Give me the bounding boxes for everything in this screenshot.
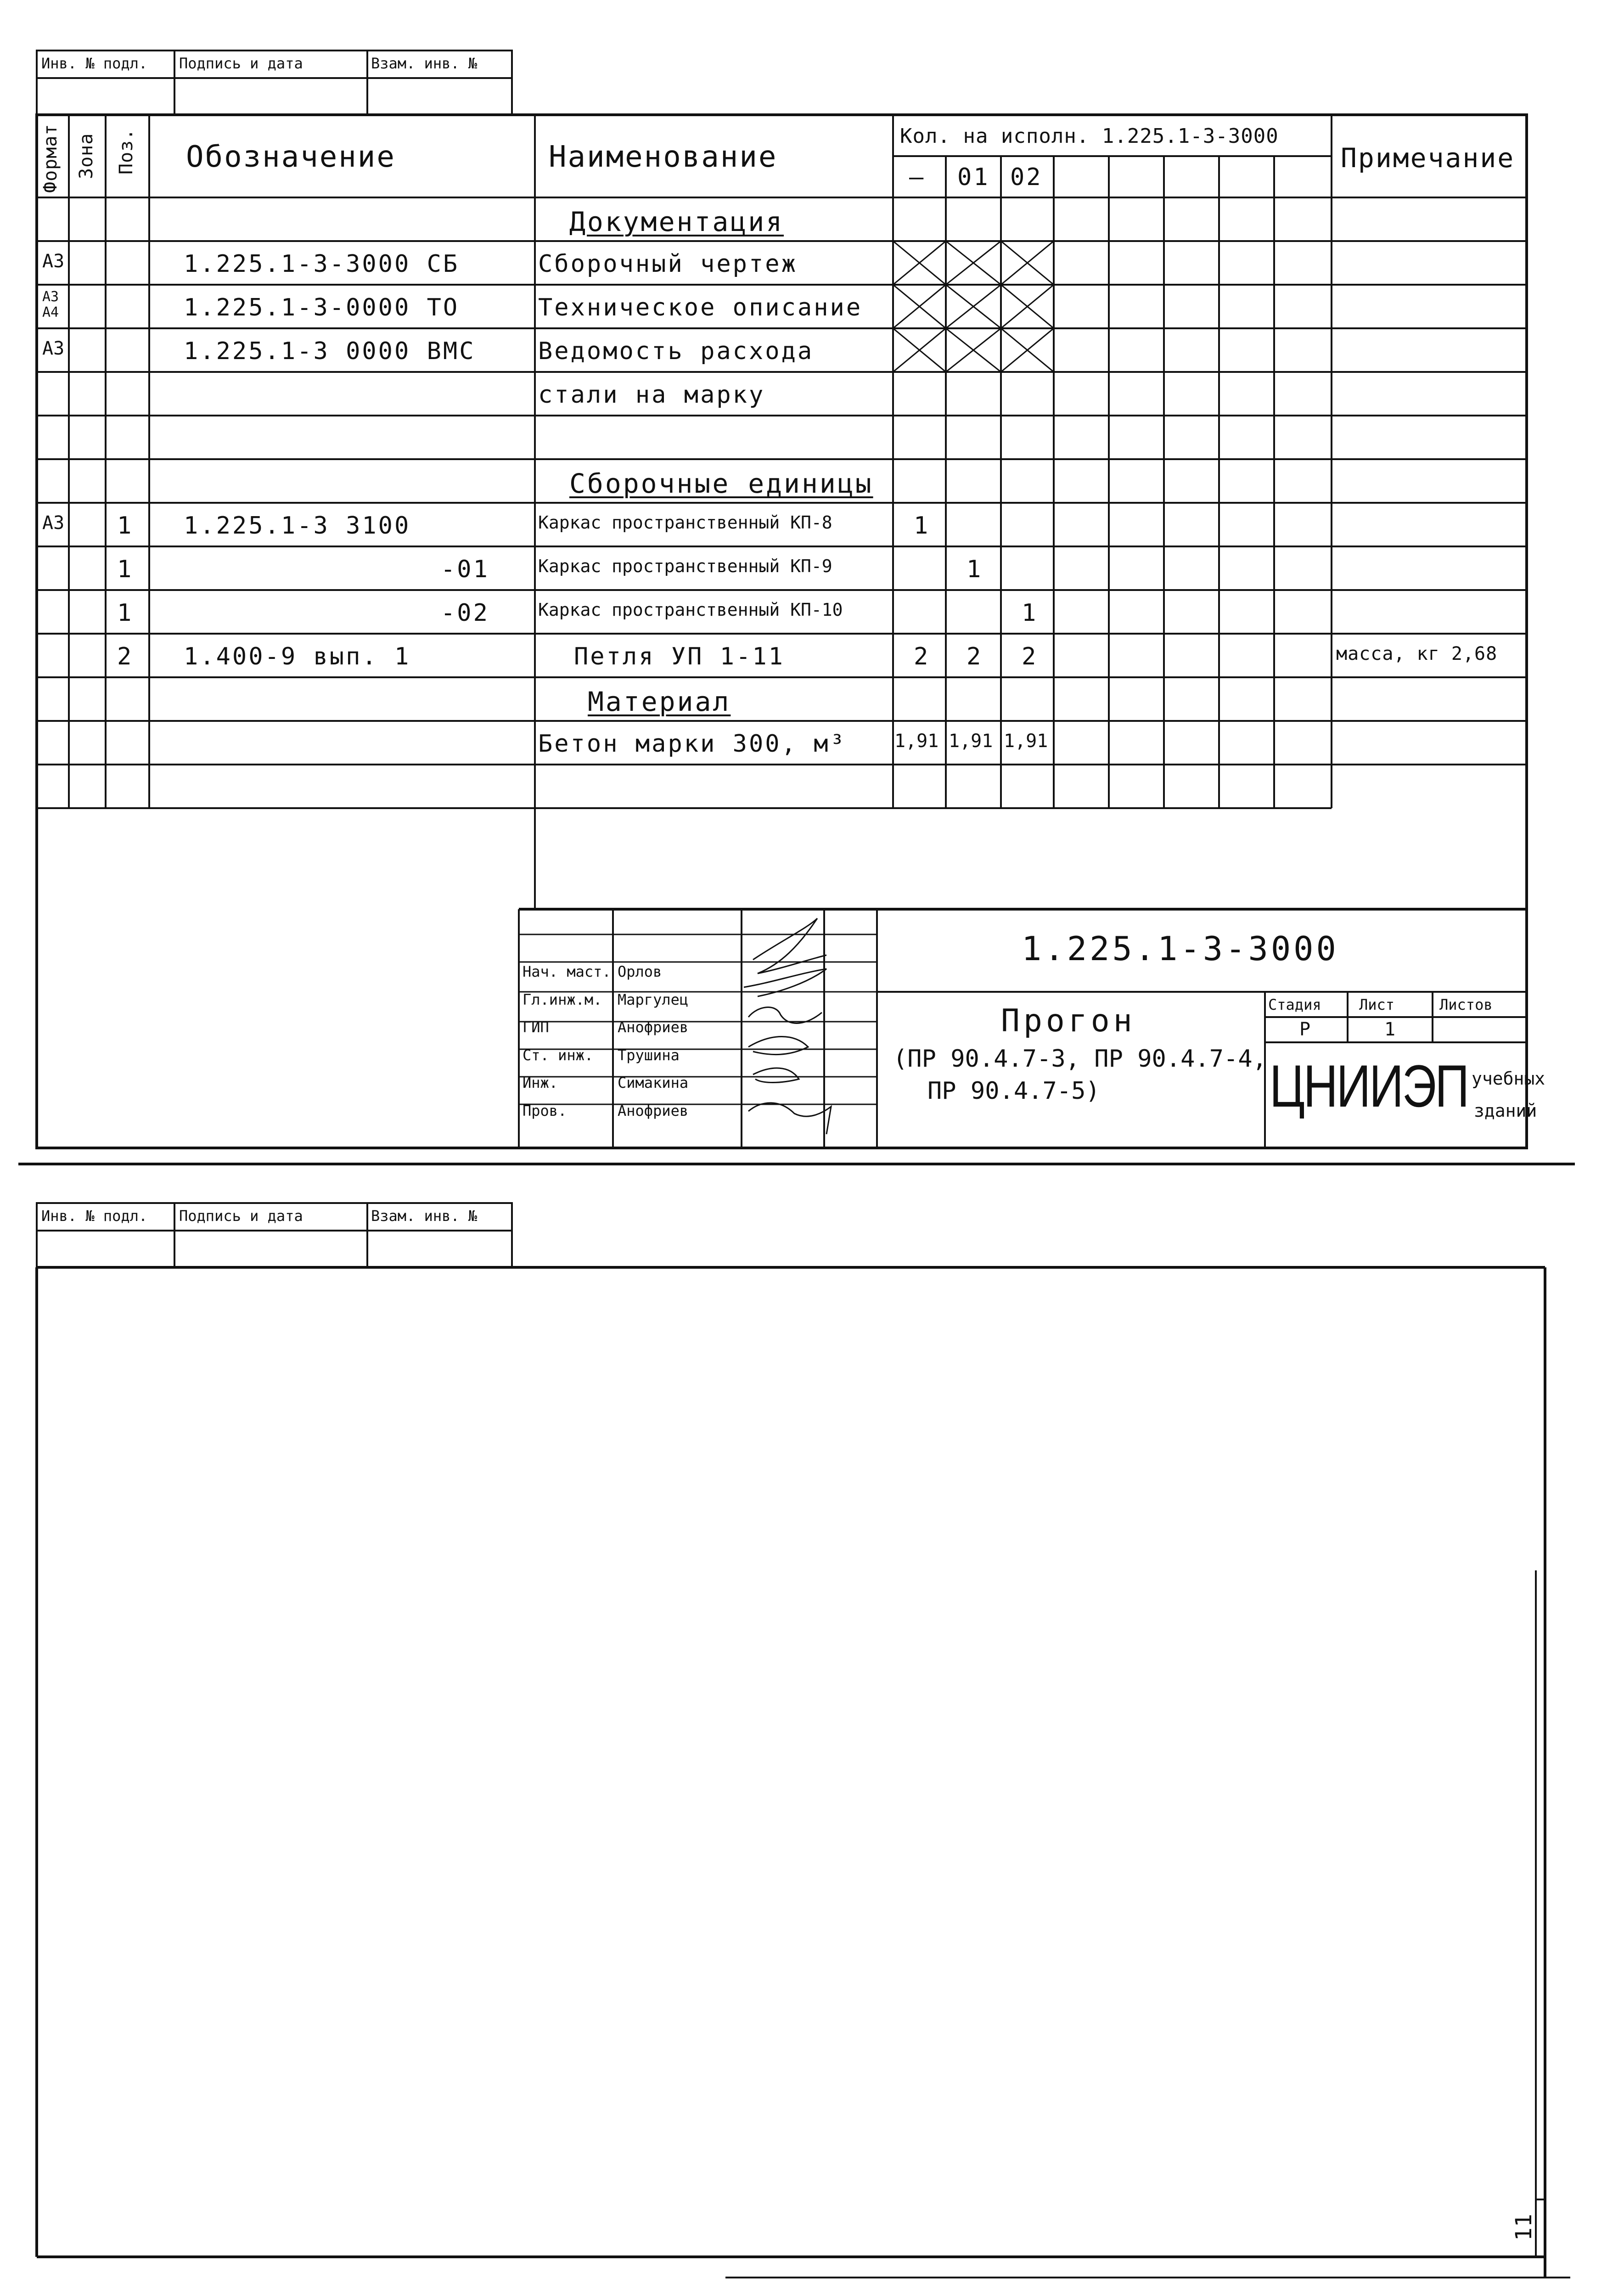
org-text-2: зданий [1474,1101,1537,1121]
row-9-poz: 1 [117,599,134,627]
person-0-name: Орлов [618,963,662,980]
person-0-role: Нач. маст. [523,963,611,980]
row-9-naimenovanie: Каркас пространственный КП-10 [538,600,843,620]
row-3-format: А3 [42,338,65,359]
row-10-oboznachenie: 1.400-9 вып. 1 [184,643,411,670]
row-10-poz: 2 [117,643,134,670]
org-text-1: учебных [1472,1069,1545,1089]
row-11-naimenovanie: Материал [588,686,731,717]
bottom-stamp-vzam-label: Взам. инв. № [371,1207,478,1225]
row-8-q2: 1 [967,556,983,583]
signatures [744,918,831,1134]
title-block-subname-2: ПР 90.4.7-5) [927,1077,1100,1105]
row-12-naimenovanie: Бетон марки 300, м³ [538,730,846,758]
row-7-poz: 1 [117,512,134,540]
row-1-oboznachenie: 1.225.1-3-3000 СБ [184,250,460,278]
row-10-q2: 2 [967,643,983,670]
row-9-q3: 1 [1022,599,1038,627]
header-poz: Поз. [116,128,137,174]
top-stamp-inv-label: Инв. № подл. [41,55,148,72]
title-block-list-label: Лист [1359,996,1395,1013]
title-block-list-value: 1 [1384,1019,1396,1040]
row-10-note: масса, кг 2,68 [1336,643,1498,664]
row-4-naimenovanie: стали на марку [538,381,765,409]
title-block-subname-1: (ПР 90.4.7-3, ПР 90.4.7-4, [893,1045,1267,1073]
row-8-poz: 1 [117,556,134,583]
row-12-q1: 1,91 [894,731,939,752]
row-7-q1: 1 [914,512,930,540]
header-format: Формат [40,124,61,193]
person-4-role: Инж. [523,1074,558,1091]
page-number: 11 [1511,2213,1537,2241]
row-8-naimenovanie: Каркас пространственный КП-9 [538,556,832,576]
row-10-naimenovanie: Петля УП 1-11 [574,643,785,670]
row-3-oboznachenie: 1.225.1-3 0000 ВМС [184,337,476,365]
bottom-stamp-inv-label: Инв. № подл. [41,1207,148,1225]
top-stamp-vzam-label: Взам. инв. № [371,55,478,72]
title-block-listov-label: Листов [1439,996,1493,1013]
row-3-naimenovanie: Ведомость расхода [538,337,814,365]
person-5-name: Анофриев [618,1102,689,1119]
row-1-naimenovanie: Сборочный чертеж [538,250,798,278]
person-4-name: Симакина [618,1074,689,1091]
person-3-role: Ст. инж. [523,1046,594,1064]
title-block-stadiya-value: Р [1299,1019,1311,1040]
row-7-format: А3 [42,512,65,534]
row-12-q3: 1,91 [1004,731,1048,752]
person-2-name: Анофриев [618,1018,689,1036]
title-block-name: Прогон [1001,1003,1136,1039]
row-2-naimenovanie: Техническое описание [538,294,863,321]
row-6-naimenovanie: Сборочные единицы [569,468,873,499]
row-9-oboznachenie: -02 [441,599,489,627]
person-5-role: Пров. [523,1102,567,1119]
header-zona: Зона [76,133,97,179]
row-7-oboznachenie: 1.225.1-3 3100 [184,512,411,540]
header-naimenovanie: Наименование [549,140,778,174]
header-kol-title: Кол. на исполн. 1.225.1-3-3000 [900,124,1279,148]
row-0-naimenovanie: Документация [569,206,784,237]
row-10-q3: 2 [1022,643,1038,670]
person-1-role: Гл.инж.м. [523,990,602,1008]
top-stamp-sign-label: Подпись и дата [179,55,303,72]
person-2-role: ГИП [523,1018,549,1036]
row-2-format: А3 А4 [42,289,59,321]
person-1-name: Маргулец [618,990,689,1008]
row-7-naimenovanie: Каркас пространственный КП-8 [538,512,832,533]
header-kol-col-1: 01 [957,163,990,191]
header-primechanie: Примечание [1341,142,1515,174]
row-1-format: А3 [42,251,65,272]
row-10-q1: 2 [914,643,930,670]
person-3-name: Трушина [618,1046,680,1064]
org-logo: ЦНИИЭП [1270,1052,1468,1119]
header-oboznachenie: Обозначение [186,140,396,174]
header-kol-col-2: 02 [1010,163,1043,191]
row-12-q2: 1,91 [949,731,993,752]
row-2-oboznachenie: 1.225.1-3-0000 ТО [184,294,460,321]
bottom-stamp-sign-label: Подпись и дата [179,1207,303,1225]
title-block-doc-code: 1.225.1-3-3000 [1022,929,1339,968]
title-block-stadiya-label: Стадия [1268,996,1321,1013]
row-8-oboznachenie: -01 [441,556,489,583]
header-kol-col-0: — [909,163,926,191]
